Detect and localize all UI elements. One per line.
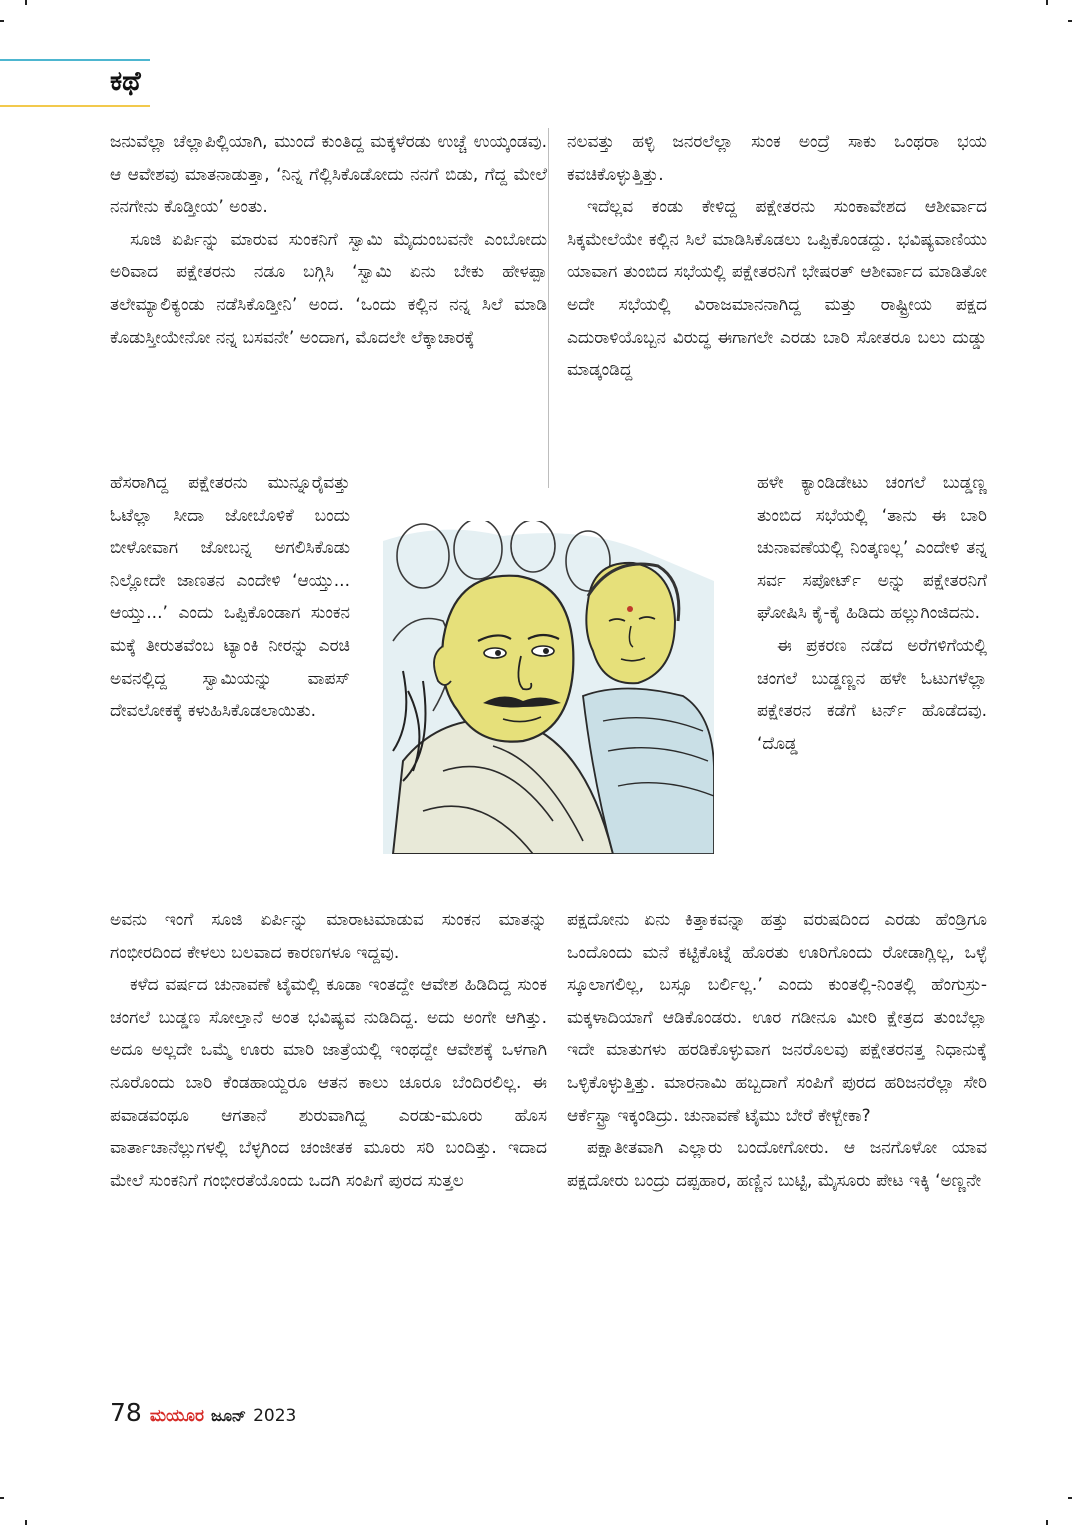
crop-mark — [25, 1520, 27, 1525]
crop-mark — [1068, 20, 1072, 22]
section-rule-bottom — [0, 105, 150, 107]
crop-mark — [25, 0, 27, 5]
column-right-top — [567, 126, 987, 387]
column-left-bottom — [110, 904, 547, 1197]
column-left-narrow — [110, 467, 350, 728]
paragraph: ಹೆಸರಾಗಿದ್ದ ಪಕ್ಷೇತರನು ಮುನ್ನೂರೈವತ್ತು ಓಟೆಲ್ಲಾ ಸೀದಾ ಜೋಬೊಳಿಕೆ ಬಂದು ಬೀಳೋವಾಗ ಜೋಬನ್ನ ಅಗಲಿಸಿಕೊಡು ನಿಲ್ಲೋದೇ ಜಾಣತನ ಎಂದೇಳಿ ‘ಆಯ್ತು... ಆಯ್ತು...’ ಎಂದು ಒಪ್ಪಿಕೊಂಡಾಗ ಸುಂಕನ ಮಕ್ಕೆ ತೀರುತವೆಂಬ ಟ್ಯಾಂಕಿ ನೀರನ್ನು ಎರಚಿ ಅವನಲ್ಲಿದ್ದ ಸ್ವಾಮಿಯನ್ನು ವಾಪಸ್ ದೇವಲೋಕಕ್ಕೆ ಕಳುಹಿಸಿಕೊಡಲಾಯಿತು. — [110, 473, 350, 722]
paragraph: ಪಕ್ಷಾತೀತವಾಗಿ ಎಲ್ಲಾರು ಬಂದೋಗೋರು. ಆ ಜನಗೊಳೋ ಯಾವ ಪಕ್ಷದೋರು ಬಂದ್ರು ದಪ್ಪಹಾರ, ಹಣ್ಣಿನ ಬುಟ್ಟಿ, ಮೈಸೂರು ಪೇಟ ಇಕ್ಕಿ ‘ಅಣ್ಣನೇ — [567, 1138, 987, 1191]
paragraph: ಜನುವೆಲ್ಲಾ ಚೆಲ್ಲಾಪಿಲ್ಲಿಯಾಗಿ, ಮುಂದೆ ಕುಂತಿದ್ದ ಮಕ್ಕಳೆರಡು ಉಚ್ಚೆ ಉಯ್ಕಂಡವು. ಆ ಆವೇಶವು ಮಾತನಾಡುತ್ತಾ, ‘ನಿನ್ನ ಗೆಲ್ಲಿಸಿಕೊಡೋದು ನನಗೆ ಬಿಡು, ಗೆದ್ದ ಮೇಲೆ ನನಗೇನು ಕೊಡ್ತೀಯ’ ಅಂತು. — [110, 132, 547, 218]
crop-mark — [1068, 1497, 1072, 1499]
crop-mark — [0, 1497, 4, 1499]
paragraph: ಪಕ್ಷದೋನು ಏನು ಕಿತ್ತಾಕವನ್ನಾ ಹತ್ತು ವರುಷದಿಂದ ಎರಡು ಹೆಂಡ್ರಿಗೂ ಒಂದೊಂದು ಮನೆ ಕಟ್ಟಿಕೊಟ್ನೆ ಹೊರತು ಊರಿಗೊಂದು ರೋಡಾಗ್ಲಿಲ್ಲ, ಒಳ್ಳೆ ಸ್ಕೂಲಾಗಲಿಲ್ಲ, ಬಸ್ಸೂ ಬರ್ಲಿಲ್ಲ.’ ಎಂದು ಕುಂತಲ್ಲಿ-ನಿಂತಲ್ಲಿ ಹೆಂಗುಸ್ರು-ಮಕ್ಕಳಾದಿಯಾಗೆ ಆಡಿಕೊಂಡರು. ಊರ ಗಡೀನೂ ಮೀರಿ ಕ್ಷೇತ್ರದ ತುಂಬೆಲ್ಲಾ ಇದೇ ಮಾತುಗಳು ಹರಡಿಕೊಳ್ಳುವಾಗ ಜನರೊಲವು ಪಕ್ಷೇತರನತ್ತ ನಿಧಾನುಕ್ಕೆ ಒಳ್ಳಿಕೊಳ್ಳುತ್ತಿತ್ತು. ಮಾರನಾಮಿ ಹಬ್ಬದಾಗೆ ಸಂಪಿಗೆ ಪುರದ ಹರಿಜನರೆಲ್ಲಾ ಸೇರಿ ಆರ್ಕೆಸ್ಟ್ರಾ ಇಕ್ಕಂಡಿದ್ರು. ಚುನಾವಣೆ ಟೈಮು ಬೇರೆ ಕೇಳ್ಬೇಕಾ? — [567, 910, 987, 1126]
paragraph: ಹಳೇ ಕ್ಯಾಂಡಿಡೇಟು ಚಂಗಲೆ ಬುಡ್ಡಣ್ಣ ತುಂಬಿದ ಸಭೆಯಲ್ಲಿ ‘ತಾನು ಈ ಬಾರಿ ಚುನಾವಣೆಯಲ್ಲಿ ನಿಂತ್ಕಣಲ್ಲ’ ಎಂದೇಳಿ ತನ್ನ ಸರ್ವ ಸಪೋರ್ಟ್ ಅನ್ನು ಪಕ್ಷೇತರನಿಗೆ ಘೋಷಿಸಿ ಕೈ-ಕೈ ಹಿಡಿದು ಹಲ್ಲುಗಿಂಜಿದನು. — [757, 473, 987, 624]
sketch-illustration-icon — [383, 521, 714, 854]
page-footer — [110, 1398, 296, 1427]
paragraph: ನಲವತ್ತು ಹಳ್ಳಿ ಜನರಲೆಲ್ಲಾ ಸುಂಕ ಅಂದ್ರೆ ಸಾಕು ಒಂಥರಾ ಭಯ ಕವಚಿಕೊಳ್ಳುತ್ತಿತ್ತು. — [567, 132, 987, 185]
crop-mark — [1046, 1520, 1048, 1525]
paragraph: ಅವನು ಇಂಗೆ ಸೂಜಿ ಏರ್ಪಿನ್ನು ಮಾರಾಟಮಾಡುವ ಸುಂಕನ ಮಾತನ್ನು ಗಂಭೀರದಿಂದ ಕೇಳಲು ಬಲವಾದ ಕಾರಣಗಳೂ ಇದ್ದವು. — [110, 910, 547, 963]
column-divider — [548, 128, 549, 488]
paragraph: ಈ ಪ್ರಕರಣ ನಡೆದ ಅರೆಗಳಿಗೆಯಲ್ಲಿ ಚಂಗಲೆ ಬುಡ್ಡಣ್ಣನ ಹಳೇ ಓಟುಗಳೆಲ್ಲಾ ಪಕ್ಷೇತರನ ಕಡೆಗೆ ಟರ್ನ್ ಹೊಡೆದವು. ‘ದೊಡ್ಡ — [757, 635, 987, 754]
paragraph: ಇದೆಲ್ಲವ ಕಂಡು ಕೇಳಿದ್ದ ಪಕ್ಷೇತರನು ಸುಂಕಾವೇಶದ ಆಶೀರ್ವಾದ ಸಿಕ್ಕಮೇಲೆಯೇ ಕಲ್ಲಿನ ಸಿಲೆ ಮಾಡಿಸಿಕೊಡಲು ಒಪ್ಪಿಕೊಂಡದ್ದು. ಭವಿಷ್ಯವಾಣಿಯು ಯಾವಾಗ ತುಂಬಿದ ಸಭೆಯಲ್ಲಿ ಪಕ್ಷೇತರನಿಗೆ ಭೇಷರತ್ ಆಶೀರ್ವಾದ ಮಾಡಿತೋ ಅದೇ ಸಭೆಯಲ್ಲಿ ವಿರಾಜಮಾನನಾಗಿದ್ದ ಮತ್ತು ರಾಷ್ಟ್ರೀಯ ಪಕ್ಷದ ಎದುರಾಳಿಯೊಬ್ಬನ ವಿರುದ್ಧ ಈಗಾಗಲೇ ಎರಡು ಬಾರಿ ಸೋತರೂ ಬಲು ದುಡ್ಡು ಮಾಡ್ಕಂಡಿದ್ದ — [567, 197, 987, 381]
page-number: 78 — [110, 1398, 142, 1427]
column-right-narrow — [757, 467, 987, 760]
crop-mark — [1046, 0, 1048, 5]
paragraph: ಸೂಜಿ ಏರ್ಪಿನ್ನು ಮಾರುವ ಸುಂಕನಿಗೆ ಸ್ವಾಮಿ ಮೈದುಂಬವನೇ ಎಂಬೋದು ಅರಿವಾದ ಪಕ್ಷೇತರನು ನಡೂ ಬಗ್ಗಿಸಿ ‘ಸ್ವಾಮಿ ಏನು ಬೇಕು ಹೇಳಪ್ಪಾ ತಲೇಮ್ಯಾಲಿಕ್ಯಂಡು ನಡೆಸಿಕೊಡ್ತೀನಿ’ ಅಂದ. ‘ಒಂದು ಕಲ್ಲಿನ ನನ್ನ ಸಿಲೆ ಮಾಡಿ ಕೊಡುಸ್ತೀಯೇನೋ ನನ್ನ ಬಸವನೇ’ ಅಂದಾಗ, ಮೊದಲೇ ಲೆಕ್ಕಾಚಾರಕ್ಕೆ — [110, 229, 547, 348]
section-label: ಕಥೆ — [110, 66, 141, 97]
column-right-bottom — [567, 904, 987, 1197]
crop-mark — [0, 20, 4, 22]
section-rule-top — [0, 59, 150, 61]
magazine-name: ಮಯೂರ — [149, 1406, 205, 1426]
paragraph: ಕಳೆದ ವರ್ಷದ ಚುನಾವಣೆ ಟೈಮಲ್ಲಿ ಕೂಡಾ ಇಂತದ್ದೇ ಆವೇಶ ಹಿಡಿದಿದ್ದ ಸುಂಕ ಚಂಗಲೆ ಬುಡ್ಡಣ ಸೋಲ್ತಾನೆ ಅಂತ ಭವಿಷ್ಯವ ನುಡಿದಿದ್ದ. ಅದು ಅಂಗೇ ಆಗಿತ್ತು. ಅದೂ ಅಲ್ಲದೇ ಒಮ್ಮೆ ಊರು ಮಾರಿ ಜಾತ್ರೆಯಲ್ಲಿ ಇಂಥದ್ದೇ ಆವೇಶಕ್ಕೆ ಒಳಗಾಗಿ ನೂರೊಂದು ಬಾರಿ ಕೆಂಡಹಾಯ್ದರೂ ಆತನ ಕಾಲು ಚೂರೂ ಬೆಂದಿರಲಿಲ್ಲ. ಈ ಪವಾಡವಂಥೂ ಆಗತಾನೆ ಶುರುವಾಗಿದ್ದ ಎರಡು-ಮೂರು ಹೊಸ ವಾರ್ತಾಚಾನೆಲ್ಲುಗಳಲ್ಲಿ ಬೆಳ್ಳಗಿಂದ ಚಂಜೀತಕ ಮೂರು ಸರಿ ಬಂದಿತ್ತು. ಇದಾದ ಮೇಲೆ ಸುಂಕನಿಗೆ ಗಂಭೀರತೆಯೊಂದು ಒದಗಿ ಸಂಪಿಗೆ ಪುರದ ಸುತ್ತಲ — [110, 975, 547, 1191]
issue-month: ಜೂನ್ — [211, 1406, 247, 1425]
issue-year: 2023 — [253, 1406, 297, 1426]
column-left-top — [110, 126, 547, 354]
